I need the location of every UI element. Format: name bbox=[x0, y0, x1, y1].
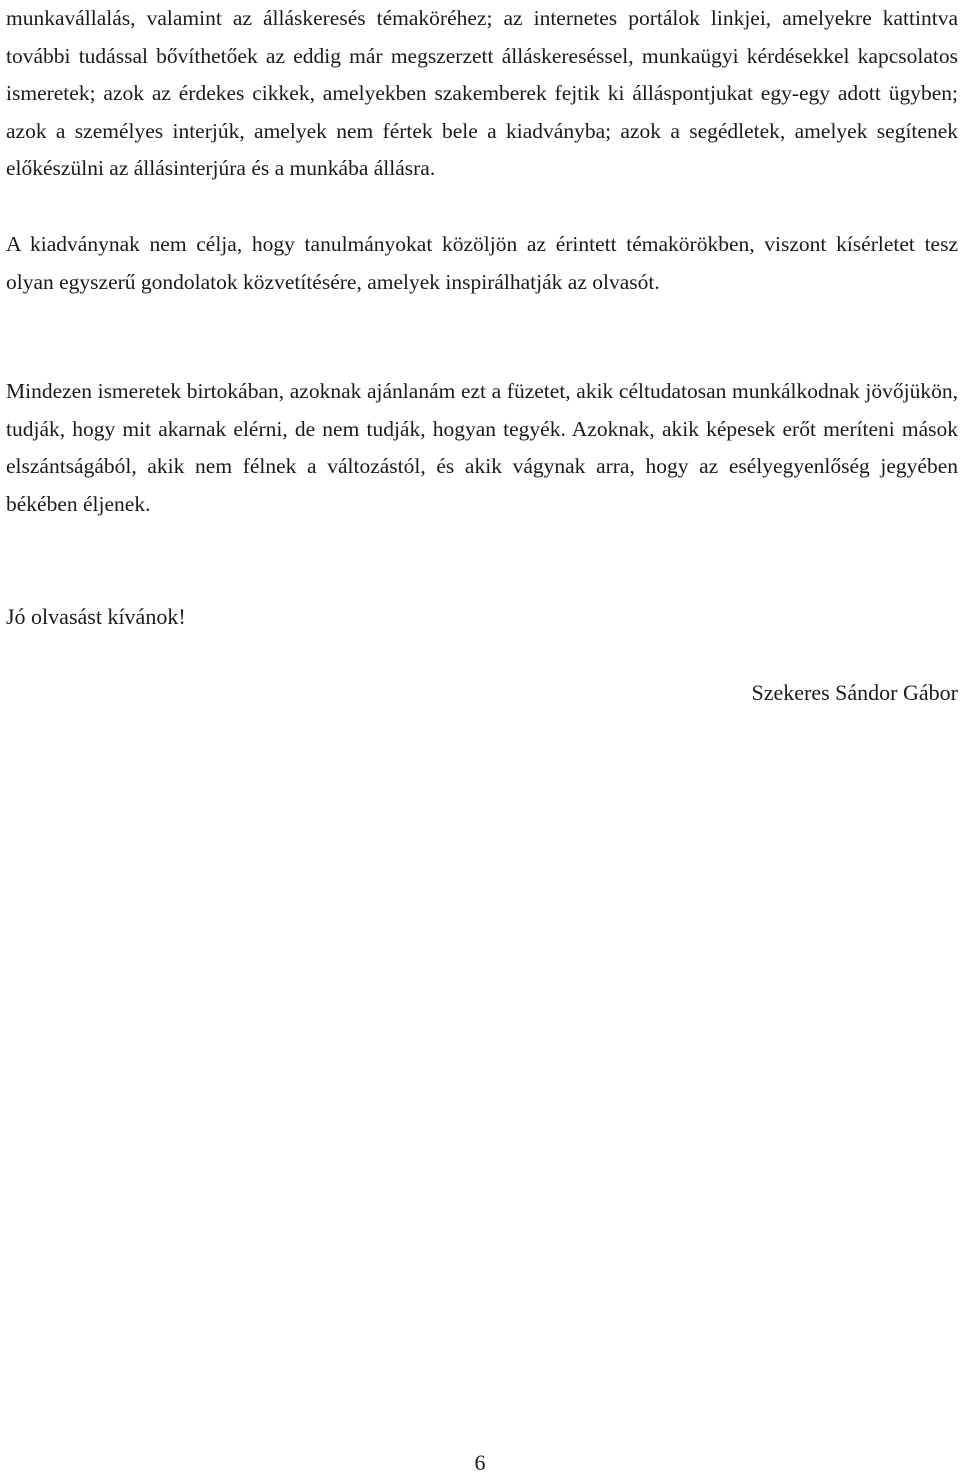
author-signature: Szekeres Sándor Gábor bbox=[751, 680, 958, 705]
closing-greeting: Jó olvasást kívánok! bbox=[6, 604, 186, 629]
paragraph-audience: Mindezen ismeretek birtokában, azoknak ajánlanám ezt a füzetet, akik céltudatosan munkálkodnak jövőjükön, tudják, hogy mit akarnak elérni, de nem tudják, hogyan tegyék. Azoknak, akik képesek erőt meríteni mások elszántságából, akik nem félnek a változástól, és akik vágynak arra, hogy az esélyegyenlőség jegyében békében éljenek. bbox=[6, 379, 958, 516]
paragraph-intro-continued: munkavállalás, valamint az álláskeresés témaköréhez; az internetes portálok linkjei, amelyekre kattintva további tudással bővíthetőek az eddig már megszerzett álláskereséssel, munkaügyi kérdésekkel kapcsolatos ismeretek; azok az érdekes cikkek, amelyekben szakemberek fejtik ki álláspontjukat egy-egy adott ügyben; azok a személyes interjúk, amelyek nem fértek bele a kiadványba; azok a segédletek, amelyek segítenek előkészülni az állásinterjúra és a munkába állásra. bbox=[6, 6, 958, 181]
paragraph-purpose: A kiadványnak nem célja, hogy tanulmányokat közöljön az érintett témakörökben, viszont kísérletet tesz olyan egyszerű gondolatok közvetítésére, amelyek inspirálhatják az olvasót. bbox=[6, 232, 958, 294]
page-number: 6 bbox=[474, 1450, 486, 1475]
